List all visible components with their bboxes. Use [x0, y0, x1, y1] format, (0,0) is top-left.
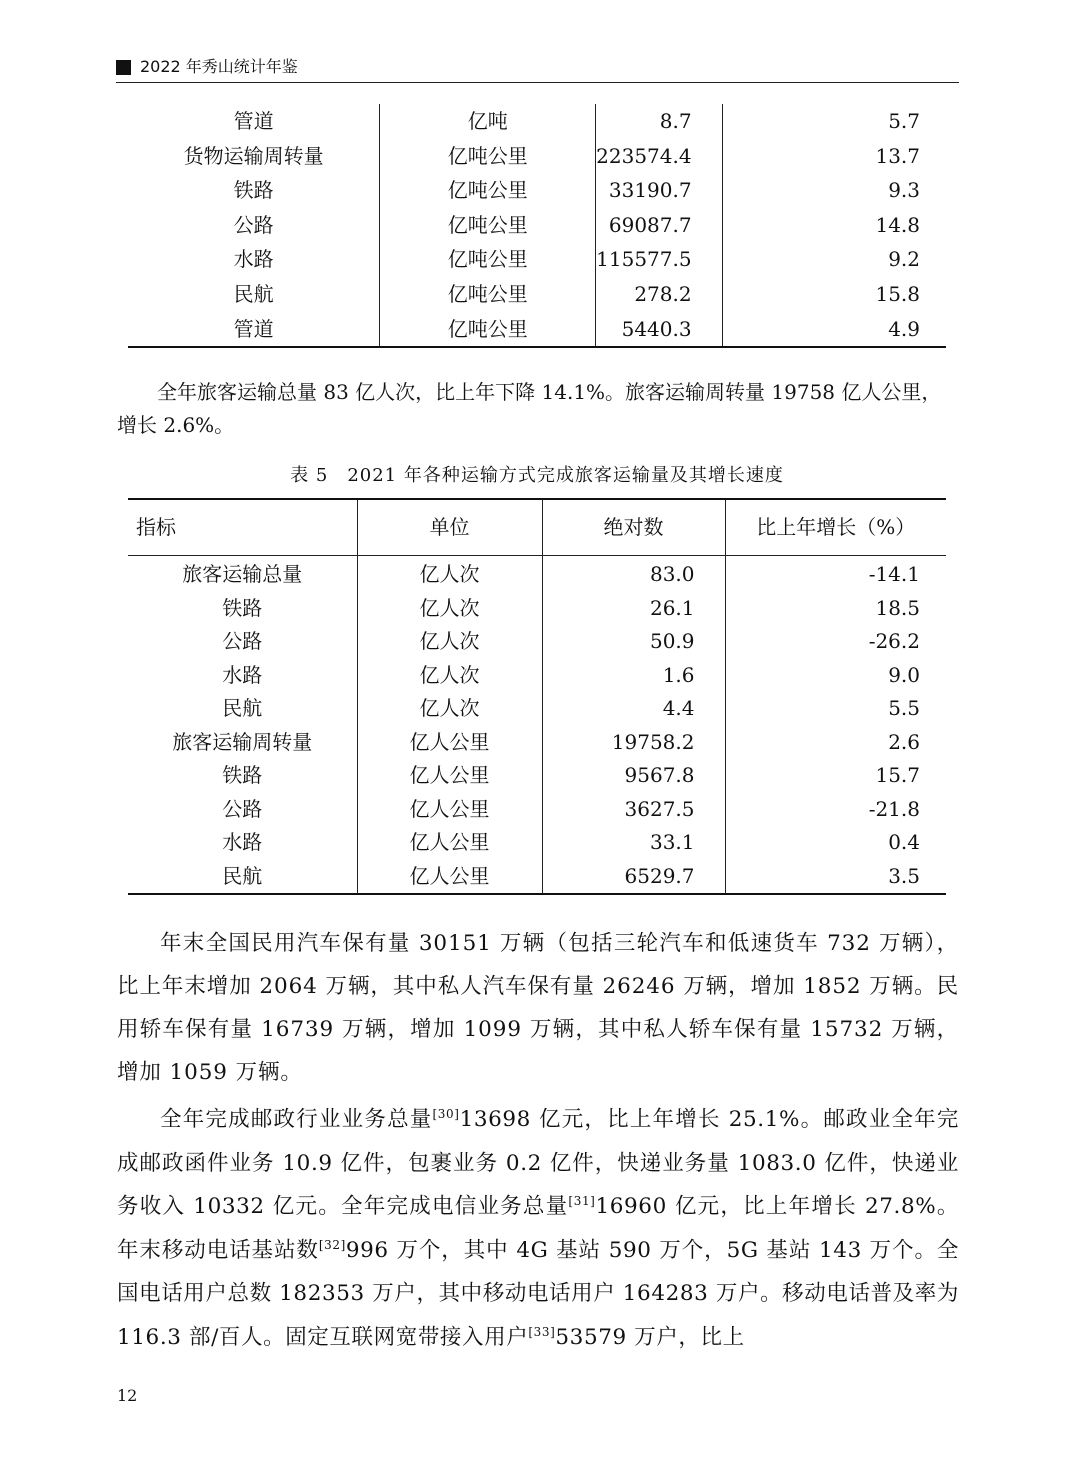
header-indicator: 指标 [128, 499, 357, 556]
header-growth: 比上年增长（%） [725, 499, 946, 556]
row-name: 水路 [233, 247, 274, 272]
row-value: 83.0 [542, 556, 725, 592]
row-growth: 14.8 [722, 208, 946, 243]
row-unit: 亿吨公里 [380, 139, 596, 174]
row-unit: 亿人次 [357, 692, 542, 726]
freight-table [128, 104, 946, 348]
postal-telecom-paragraph [117, 1098, 959, 1359]
row-unit: 亿人次 [357, 556, 542, 592]
row-value: 33190.7 [596, 173, 722, 208]
row-unit: 亿人公里 [357, 726, 542, 760]
table-row [128, 312, 946, 348]
header-unit: 单位 [357, 499, 542, 556]
row-name: 水路 [222, 830, 263, 854]
para-text: 996 万个，其中 4G 基站 590 万个，5G 基站 143 万个。全国电话用户总数 182353 万户，其中移动电话用户 164283 万户。移动电话普及率为 116.3 部/百人。固定互联网宽带接入用户 [117, 1237, 959, 1350]
row-name: 铁路 [233, 178, 274, 203]
table-row [128, 139, 946, 174]
row-value: 50.9 [542, 625, 725, 659]
row-unit: 亿人公里 [357, 826, 542, 860]
table-row [128, 556, 946, 592]
row-value: 26.1 [542, 592, 725, 626]
table5-caption: 表 5 2021 年各种运输方式完成旅客运输量及其增长速度 [290, 465, 784, 486]
row-growth: 15.8 [722, 277, 946, 312]
row-unit: 亿人公里 [357, 860, 542, 895]
table-row [128, 208, 946, 243]
row-name: 旅客运输周转量 [172, 729, 313, 754]
vehicle-paragraph: 年末全国民用汽车保有量 30151 万辆（包括三轮汽车和低速货车 732 万辆），比上年末增加 2064 万辆，其中私人汽车保有量 26246 万辆，增加 1852 万辆。民用轿车保有量 16739 万辆，增加 1099 万辆，其中私人轿车保有量 15732 万辆，增加 1059 万辆。 [117, 931, 959, 1085]
row-growth: 9.3 [722, 173, 946, 208]
page-number: 12 [117, 1386, 138, 1405]
para-text: 全年完成邮政行业业务总量 [160, 1107, 433, 1132]
table-row [128, 860, 946, 895]
row-growth: 2.6 [725, 726, 946, 760]
row-name: 管道 [233, 109, 274, 133]
row-value: 6529.7 [542, 860, 725, 895]
footnote-ref: [33] [528, 1324, 556, 1339]
table-row [128, 826, 946, 860]
row-name: 民航 [222, 863, 263, 888]
table-row [128, 104, 946, 139]
table-row [128, 277, 946, 312]
row-unit: 亿吨公里 [380, 242, 596, 277]
row-unit: 亿吨公里 [380, 173, 596, 208]
para-text: 16960 亿元，比上年增长 27.8%。年末移动电话基站数 [117, 1194, 959, 1263]
row-unit: 亿吨 [380, 104, 596, 139]
row-unit: 亿吨公里 [380, 312, 596, 348]
row-value: 9567.8 [542, 759, 725, 793]
row-growth: 15.7 [725, 759, 946, 793]
row-value: 1.6 [542, 659, 725, 693]
row-value: 8.7 [596, 104, 722, 139]
header-absolute: 绝对数 [542, 499, 725, 556]
row-unit: 亿吨公里 [380, 277, 596, 312]
para-text: 13698 亿元，比上年增长 25.1%。邮政业全年完成邮政函件业务 10.9 亿件，包裹业务 0.2 亿件，快递业务量 1083.0 亿件，快递业务收入 10332 亿元。全年完成电信业务总量 [117, 1107, 959, 1219]
footnote-ref: [32] [318, 1237, 346, 1252]
table-row [128, 692, 946, 726]
footnote-ref: [30] [432, 1107, 460, 1121]
header-title: 2022 年秀山统计年鉴 [140, 57, 298, 76]
header-square-icon [116, 60, 131, 75]
row-growth: 9.0 [725, 659, 946, 693]
row-growth: 4.9 [722, 312, 946, 348]
row-growth: 5.7 [722, 104, 946, 139]
row-name: 公路 [222, 796, 263, 821]
row-value: 115577.5 [596, 242, 722, 277]
row-name: 铁路 [222, 595, 263, 620]
row-value: 3627.5 [542, 793, 725, 827]
row-unit: 亿吨公里 [380, 208, 596, 243]
row-value: 33.1 [542, 826, 725, 860]
row-value: 4.4 [542, 692, 725, 726]
row-growth: -21.8 [725, 793, 946, 827]
footnote-ref: [31] [568, 1194, 596, 1208]
row-name: 货物运输周转量 [183, 143, 324, 168]
table-header-row [128, 499, 946, 556]
table-row [128, 625, 946, 659]
row-value: 278.2 [596, 277, 722, 312]
row-growth: 0.4 [725, 826, 946, 860]
table-row [128, 759, 946, 793]
table-row [128, 592, 946, 626]
row-value: 5440.3 [596, 312, 722, 348]
table-row [128, 173, 946, 208]
row-value: 69087.7 [596, 208, 722, 243]
table-row [128, 793, 946, 827]
row-value: 223574.4 [596, 139, 722, 174]
para-text: 53579 万户，比上 [555, 1324, 745, 1350]
passenger-summary-paragraph: 全年旅客运输总量 83 亿人次，比上年下降 14.1%。旅客运输周转量 19758 亿人公里，增长 2.6%。 [117, 380, 942, 437]
row-growth: 9.2 [722, 242, 946, 277]
table-row [128, 242, 946, 277]
row-name: 旅客运输总量 [182, 562, 303, 586]
row-growth: -14.1 [725, 556, 946, 592]
row-name: 民航 [233, 281, 274, 306]
row-name: 民航 [222, 696, 263, 720]
row-growth: 5.5 [725, 692, 946, 726]
table-row [128, 726, 946, 760]
row-growth: 13.7 [722, 139, 946, 174]
row-unit: 亿人次 [357, 659, 542, 693]
row-name: 公路 [222, 629, 263, 653]
row-name: 水路 [222, 662, 263, 687]
row-growth: 18.5 [725, 592, 946, 626]
row-unit: 亿人公里 [357, 759, 542, 793]
row-unit: 亿人次 [357, 625, 542, 659]
row-value: 19758.2 [542, 726, 725, 760]
row-name: 公路 [233, 212, 274, 237]
row-growth: -26.2 [725, 625, 946, 659]
page-header [116, 56, 959, 83]
table-row [128, 659, 946, 693]
passenger-table [128, 498, 946, 895]
row-unit: 亿人次 [357, 592, 542, 626]
row-growth: 3.5 [725, 860, 946, 895]
row-name: 铁路 [222, 763, 263, 787]
row-name: 管道 [233, 316, 274, 341]
row-unit: 亿人公里 [357, 793, 542, 827]
